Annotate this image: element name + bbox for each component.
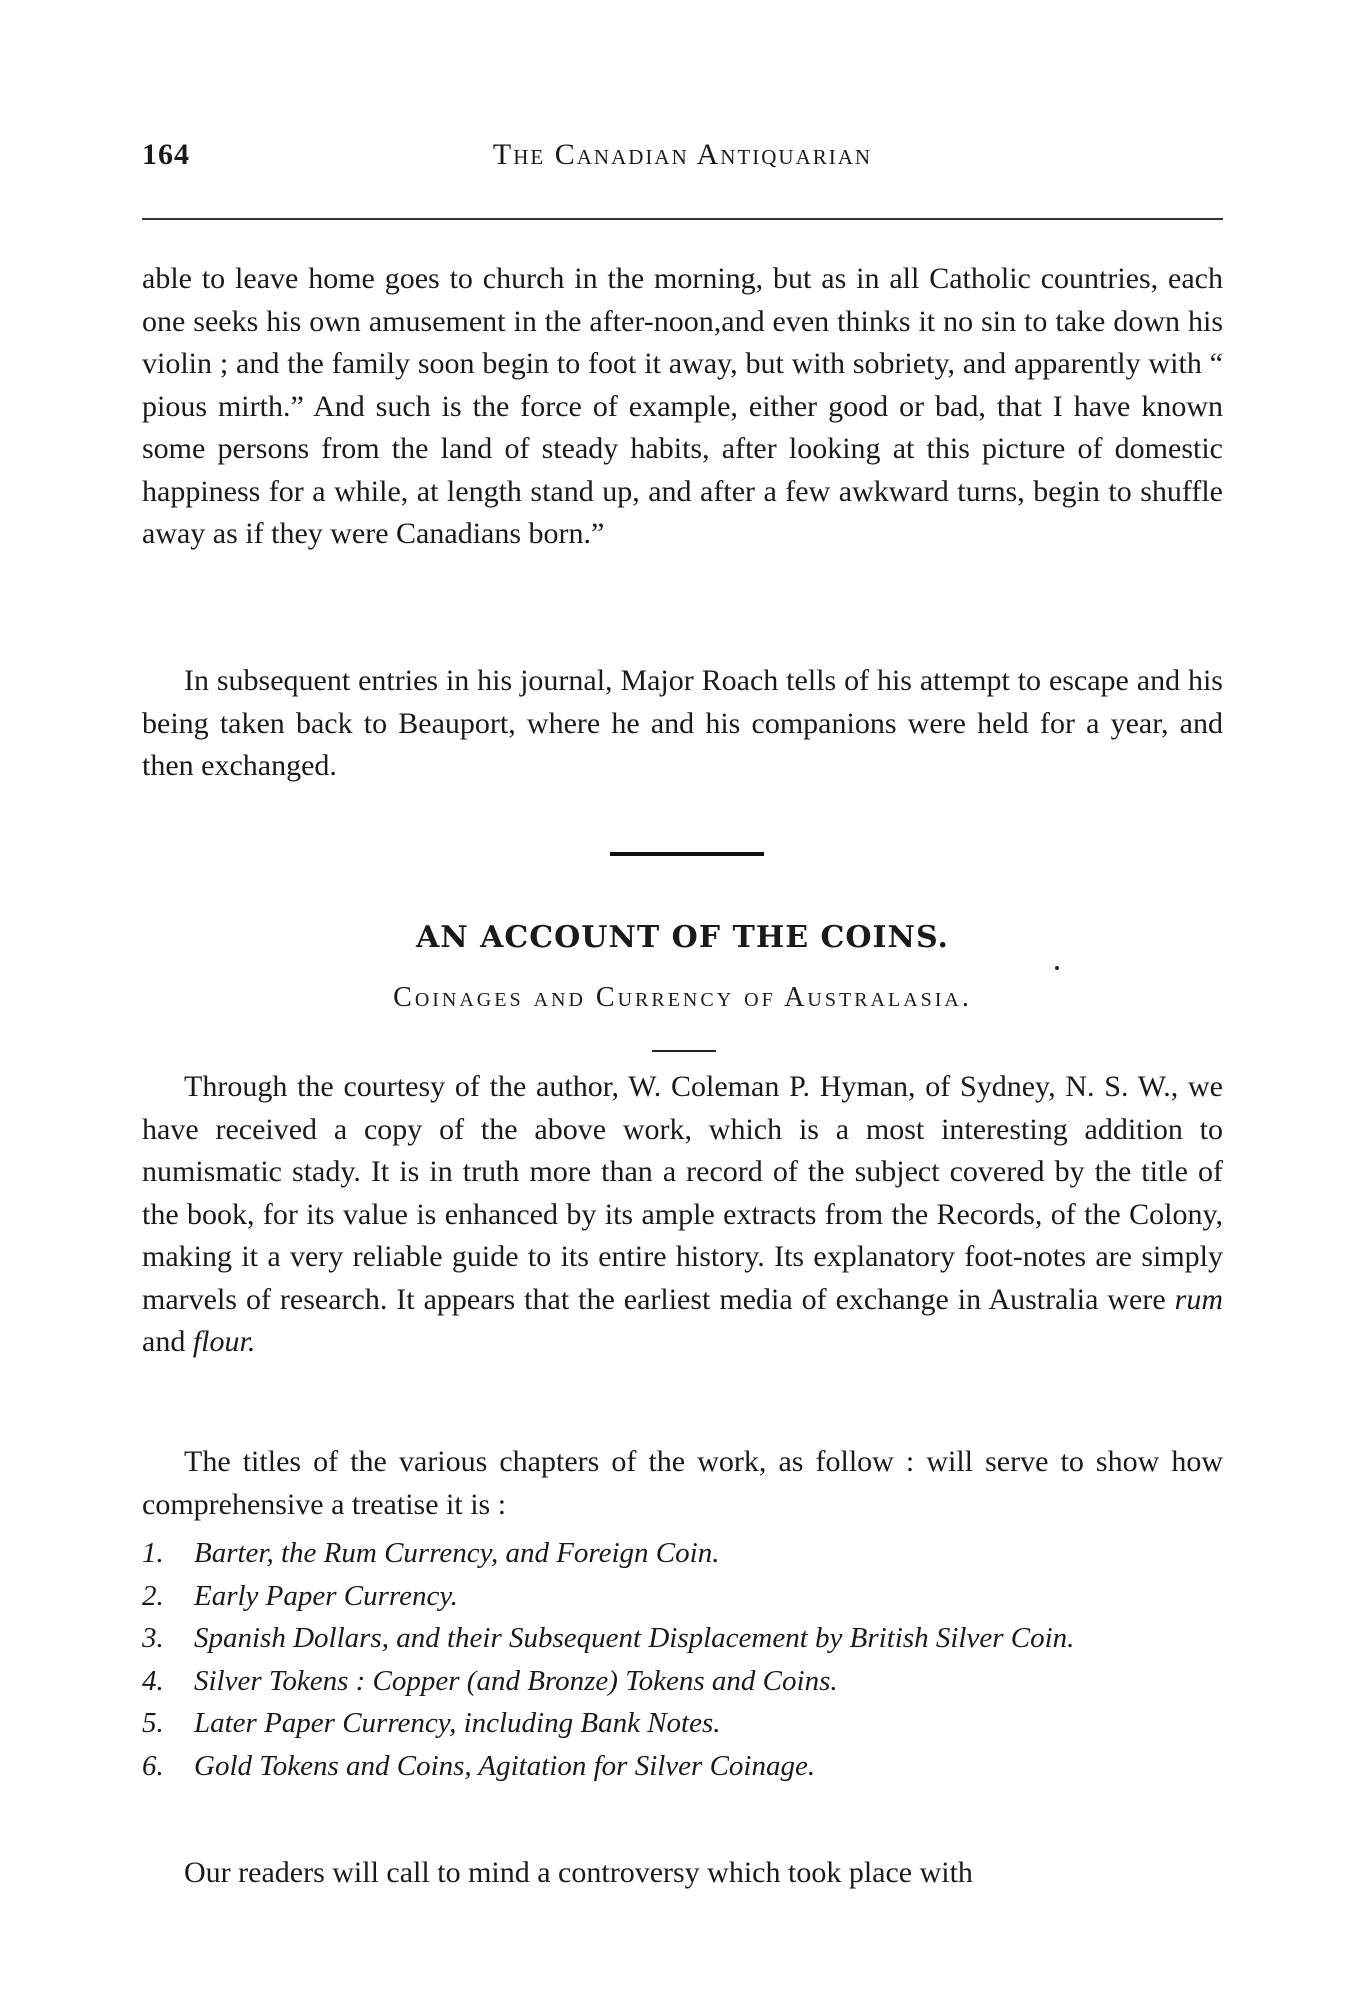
chapter-title: Gold Tokens and Coins, Agitation for Silver Coinage.	[194, 1749, 816, 1782]
header-rule	[142, 218, 1223, 220]
chapter-item	[142, 1532, 1223, 1575]
roach-text: In subsequent entries in his journal, Major Roach tells of his attempt to escape and his being taken back to Beauport, where he and his companions were held for a year, and then exchanged.	[142, 664, 1223, 782]
chapter-number: 5.	[142, 1707, 164, 1739]
rum-word: rum	[1174, 1282, 1224, 1316]
chapter-title: Spanish Dollars, and their Subsequent Displacement by British Silver Coin.	[194, 1622, 1075, 1654]
chapter-number: 6.	[142, 1749, 164, 1782]
running-head	[142, 138, 1223, 178]
flour-word: flour.	[192, 1325, 256, 1358]
chapter-title: Silver Tokens : Copper (and Bronze) Tokens and Coins.	[194, 1664, 838, 1697]
journal-title: The Canadian Antiquarian	[492, 138, 873, 171]
chapter-list	[142, 1532, 1223, 1787]
chapter-item	[142, 1702, 1223, 1745]
chapter-number: 2.	[142, 1579, 164, 1612]
chapter-item	[142, 1617, 1223, 1660]
chapter-item	[142, 1575, 1223, 1618]
continuation-text: able to leave home goes to church in the morning, but as in all Catholic countries, each one seeks his own amusement in the after-noon,and even thinks it no sin to take down his violin ; and the family soon begin to foot it away, but with sobriety, and apparently with “ pious mirth.” And such is the force of example, either good or bad, that I have known some persons from the land of steady habits, after looking at this picture of domestic happiness for a while, at length stand up, and after a few awkward turns, begin to shuffle away as if they were Canadians born.”	[142, 262, 1223, 550]
subheading-rule	[652, 1050, 716, 1052]
chapter-item	[142, 1660, 1223, 1703]
section-divider	[610, 852, 764, 856]
chapter-item	[142, 1745, 1223, 1788]
article-heading: AN ACCOUNT OF THE COINS.	[415, 920, 950, 955]
review-paragraph	[142, 1066, 1223, 1364]
chapters-intro-paragraph	[142, 1441, 1223, 1526]
chapter-title: Later Paper Currency, including Bank Notes.	[194, 1707, 721, 1739]
roach-paragraph	[142, 660, 1223, 788]
closing-text: Our readers will call to mind a controversy which took place with	[184, 1856, 973, 1889]
chapter-number: 1.	[142, 1537, 164, 1569]
review-text-body: Through the courtesy of the author, W. Coleman P. Hyman, of Sydney, N. S. W., we have received a copy of the above work, which is a most interesting addition to numismatic stady. It is in truth more than a record of the subject covered by the title of the book, for its value is enhanced by its ample extracts from the Records, of the Colony, making it a very reliable guide to its entire history. Its explanatory foot-notes are simply marvels of research. It appears that the earliest media of exchange in Australia were	[142, 1070, 1223, 1316]
chapter-number: 3.	[142, 1622, 164, 1654]
continuation-paragraph	[142, 258, 1223, 556]
closing-paragraph	[142, 1852, 1223, 1895]
and-word: and	[142, 1325, 186, 1358]
review-text	[142, 1066, 1223, 1364]
page-number: 164	[142, 138, 190, 171]
chapter-title: Barter, the Rum Currency, and Foreign Coin.	[194, 1537, 720, 1569]
chapters-intro-text: The titles of the various chapters of the work, as follow : will serve to show how comprehensive a treatise it is :	[142, 1445, 1223, 1521]
print-speck	[1055, 966, 1059, 970]
chapter-number: 4.	[142, 1664, 164, 1697]
article-subheading: Coinages and Currency of Australasia.	[393, 982, 972, 1013]
chapter-title: Early Paper Currency.	[194, 1579, 458, 1612]
